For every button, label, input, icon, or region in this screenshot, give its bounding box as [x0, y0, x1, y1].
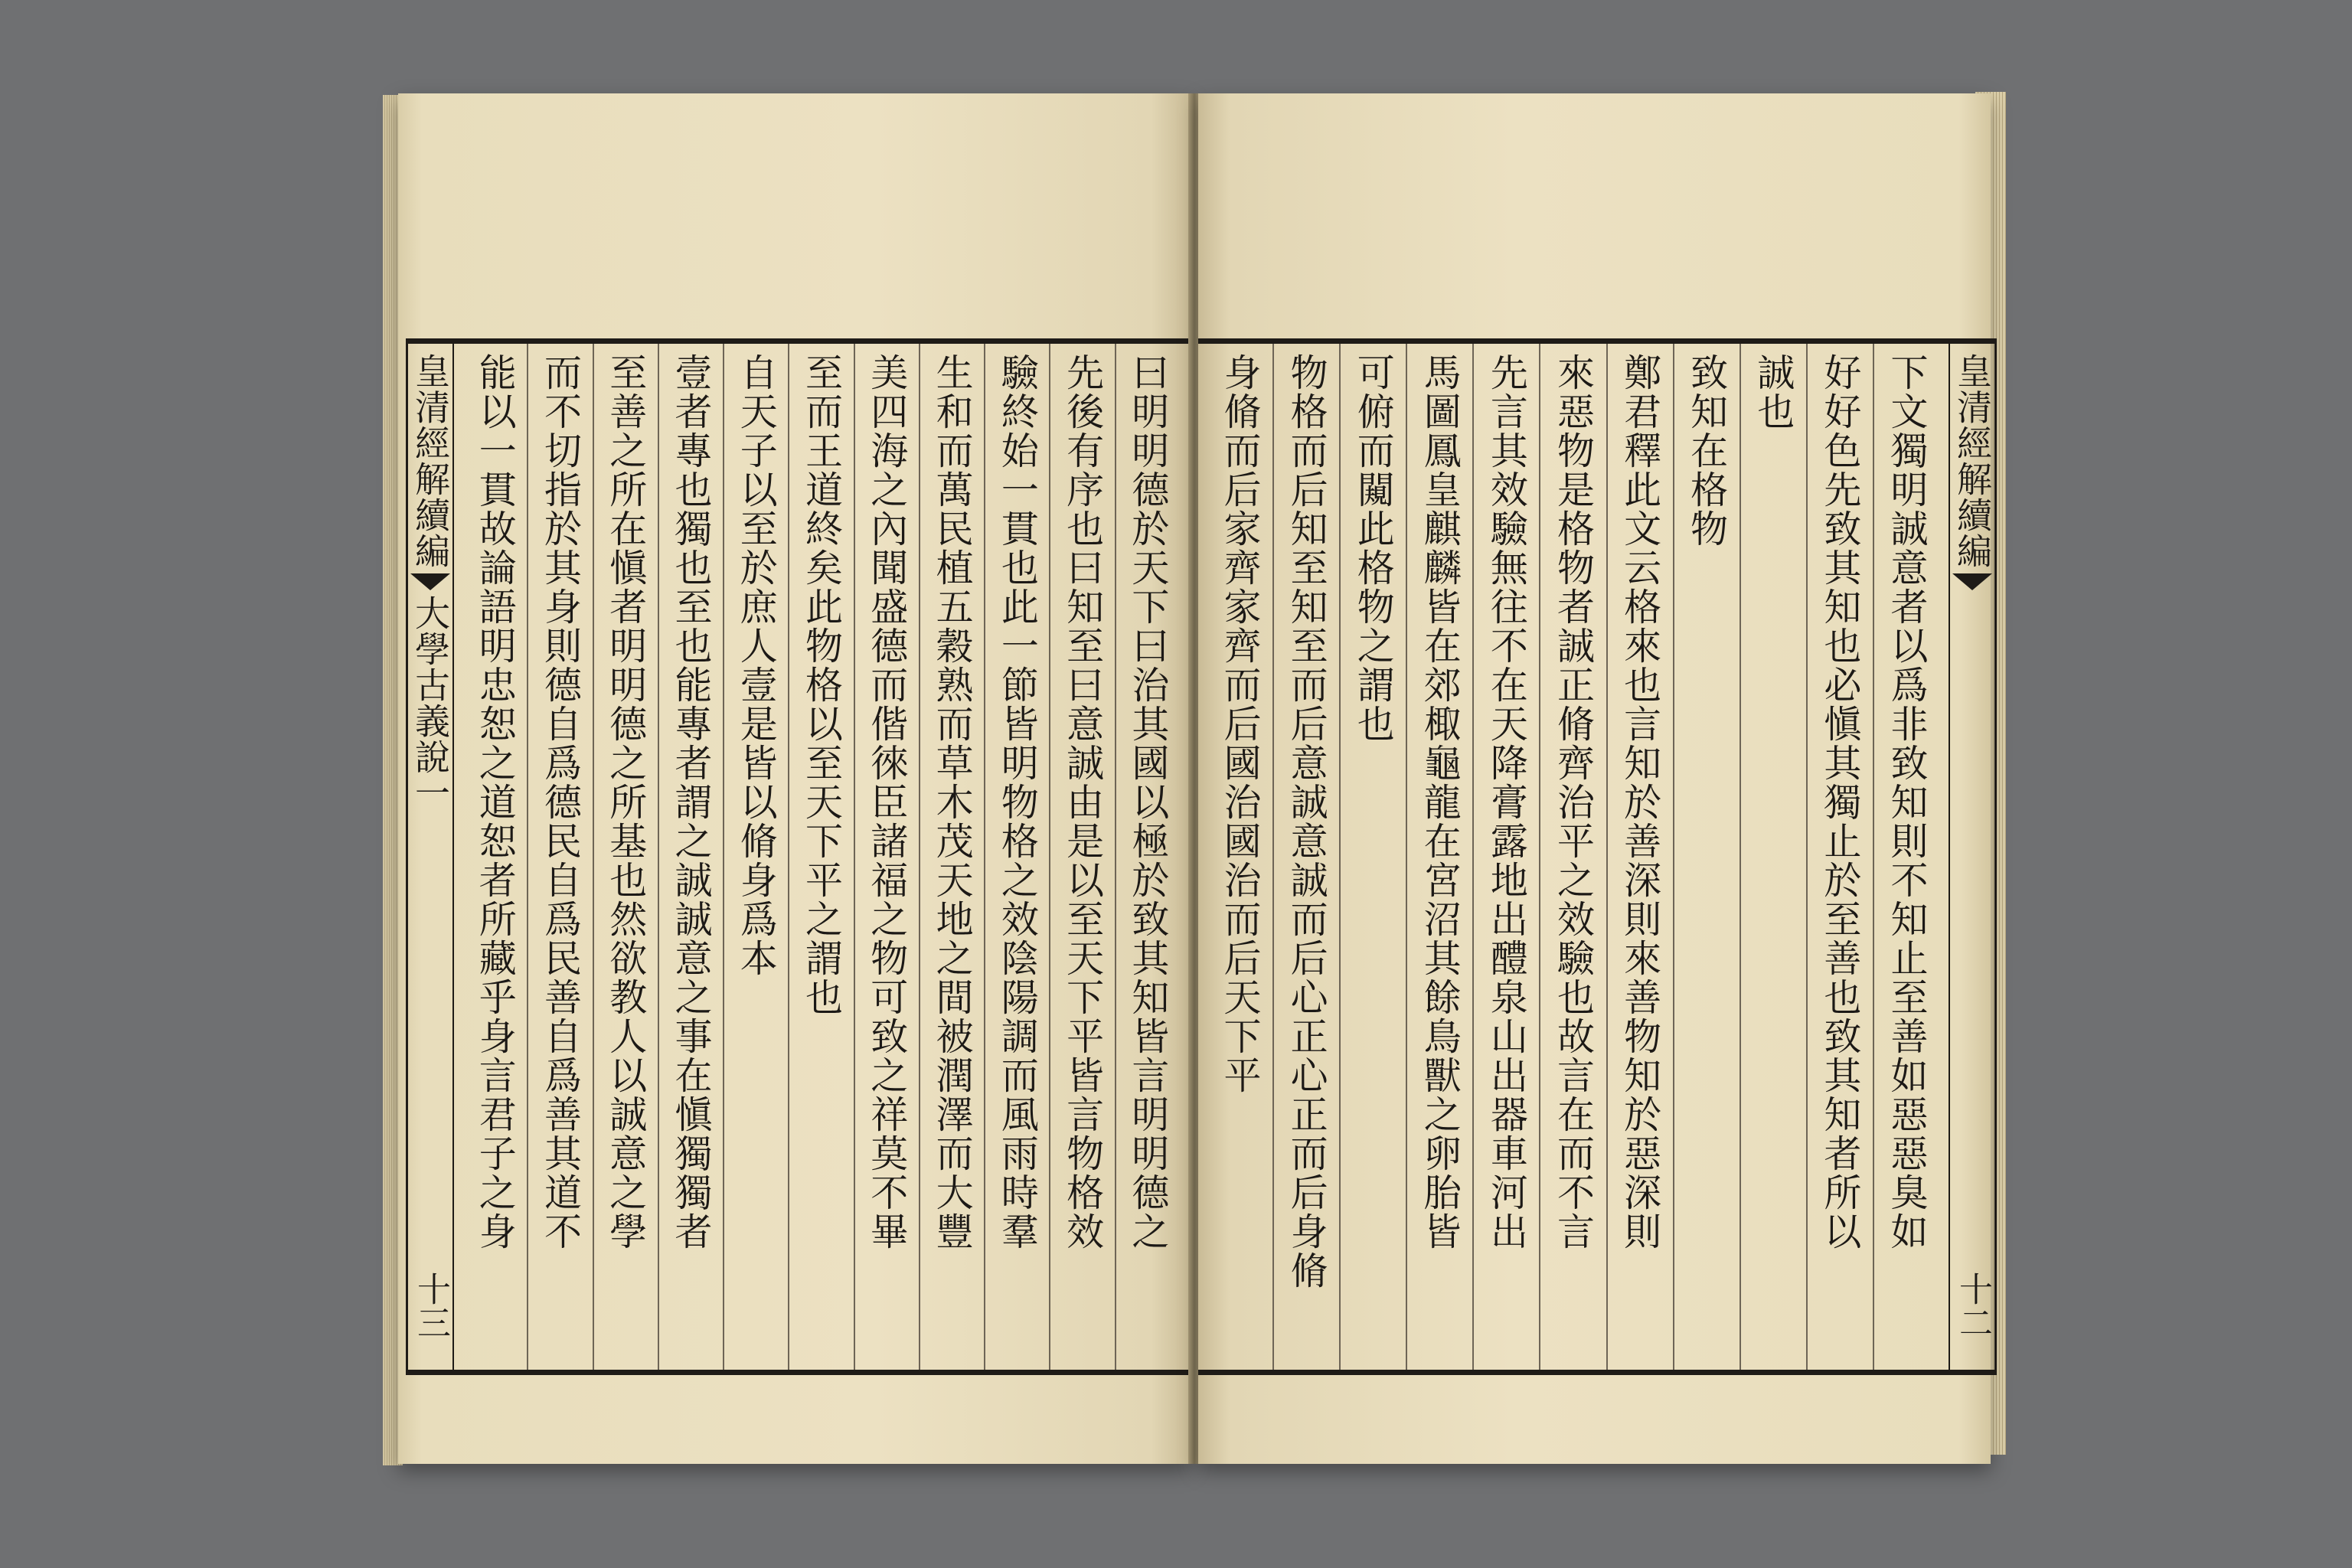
- text-column: [1806, 344, 1873, 1370]
- text-column: [658, 344, 723, 1370]
- right-page-number: 十二: [1953, 1272, 1992, 1339]
- left-text-columns: [454, 344, 1189, 1370]
- column-text: 誠也: [1751, 353, 1795, 431]
- left-margin-strip: [408, 344, 454, 1370]
- column-text: 鄭君釋此文云格來也言知於善深則來善物知於惡深則: [1618, 353, 1662, 1251]
- column-text: 至而王道終矣此物格以至天下平之謂也: [799, 353, 844, 1017]
- column-text: 先後有序也曰知至曰意誠由是以至天下平皆言物格效: [1060, 353, 1105, 1251]
- text-column: [723, 344, 788, 1370]
- text-column: [527, 344, 592, 1370]
- column-text: 好好色先致其知也必愼其獨止於至善也致其知者所以: [1818, 353, 1862, 1251]
- left-page: [398, 93, 1191, 1464]
- text-column: [1472, 344, 1539, 1370]
- text-column: [463, 344, 527, 1370]
- fishtail-mark: [1952, 573, 1992, 590]
- left-section-title: 大學古義說一: [410, 595, 451, 811]
- column-text: 先言其效驗無往不在天降膏露地出醴泉山出器車河出: [1485, 353, 1529, 1251]
- text-column: [1339, 344, 1406, 1370]
- column-text: 而不切指於其身則德自爲德民自爲民善自爲善其道不: [538, 353, 583, 1251]
- text-column: [1539, 344, 1606, 1370]
- text-column: [984, 344, 1049, 1370]
- text-column: [788, 344, 853, 1370]
- column-text: 致知在格物: [1684, 353, 1729, 548]
- column-text: 馬圖鳳皇麒麟皆在郊棷龜龍在宮沼其餘鳥獸之卵胎皆: [1418, 353, 1462, 1251]
- text-column: [593, 344, 658, 1370]
- text-column: [919, 344, 984, 1370]
- text-column: [1406, 344, 1472, 1370]
- text-column: [1740, 344, 1806, 1370]
- text-column: [1049, 344, 1114, 1370]
- column-text: 可俯而闚此格物之謂也: [1351, 353, 1396, 743]
- column-text: 物格而后知至知至而后意誠意誠而后心正心正而后身脩: [1285, 353, 1329, 1290]
- text-column: [854, 344, 919, 1370]
- fishtail-mark: [410, 573, 450, 590]
- column-text: 美四海之內聞盛德而偕徠臣諸福之物可致之祥莫不畢: [864, 353, 909, 1251]
- column-text: 至善之所在愼者明明德之所基也然欲教人以誠意之學: [603, 353, 648, 1251]
- left-text-frame: [406, 338, 1189, 1375]
- text-column: [1606, 344, 1673, 1370]
- column-text: 來惡物是格物者誠正脩齊治平之效驗也故言在而不言: [1551, 353, 1596, 1251]
- column-text: 生和而萬民植五穀熟而草木茂天地之間被潤澤而大豐: [930, 353, 975, 1251]
- column-text: 曰明明德於天下曰治其國以極於致其知皆言明明德之: [1125, 353, 1170, 1251]
- text-column: [1115, 344, 1180, 1370]
- right-text-columns: [1198, 344, 1949, 1370]
- column-text: 自天子以至於庶人壹是皆以脩身爲本: [734, 353, 779, 978]
- left-page-number: 十三: [411, 1272, 450, 1339]
- column-text: 驗終始一貫也此一節皆明物格之效陰陽調而風雨時羣: [995, 353, 1040, 1251]
- column-text: 能以一貫故論語明忠恕之道恕者所藏乎身言君子之身: [473, 353, 518, 1251]
- text-column: [1207, 344, 1272, 1370]
- right-page: [1198, 93, 1991, 1464]
- left-running-title: 皇清經解續編: [410, 353, 451, 569]
- right-margin-strip: [1949, 344, 1994, 1370]
- column-text: 身脩而后家齊家齊而后國治國治而后天下平: [1218, 353, 1263, 1095]
- text-column: [1272, 344, 1339, 1370]
- open-book: [383, 86, 2006, 1472]
- right-text-frame: [1198, 338, 1997, 1375]
- column-text: 壹者專也獨也至也能專者謂之誠誠意之事在愼獨獨者: [669, 353, 713, 1251]
- column-text: 下文獨明誠意者以爲非致知則不知止至善如惡惡臭如: [1884, 353, 1929, 1251]
- text-column: [1673, 344, 1740, 1370]
- right-running-title: 皇清經解續編: [1952, 353, 1993, 569]
- text-column: [1873, 344, 1939, 1370]
